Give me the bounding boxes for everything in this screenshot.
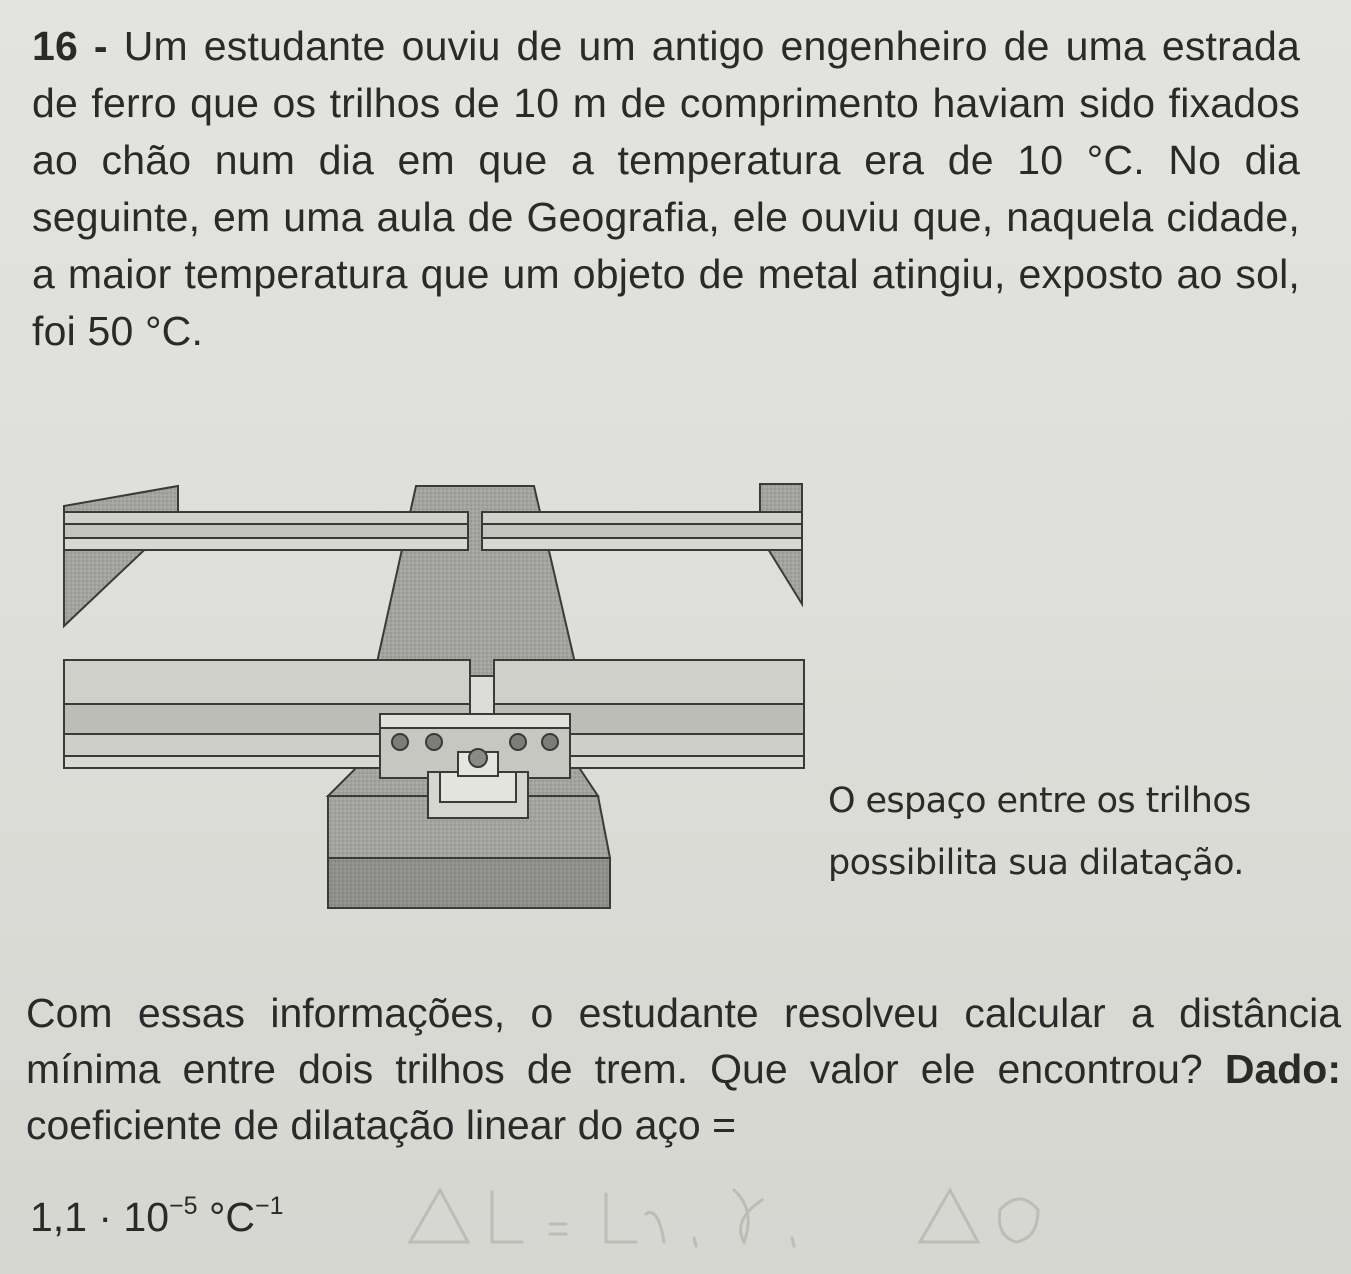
- coef-unit-exponent: −1: [254, 1192, 284, 1220]
- problem-text: Com essas informações, o estudante resolveu calcular a distância mínima entre dois trilhos de trem. Que valor ele encontrou?: [26, 990, 1341, 1092]
- bolt: [469, 749, 487, 767]
- figure-caption: [828, 770, 1308, 894]
- coef-unit: °C: [197, 1194, 255, 1240]
- given-text: coeficiente de dilatação linear do aço =: [26, 1102, 737, 1148]
- question-paragraph: [32, 18, 1300, 360]
- rail-joint-illustration: [58, 476, 818, 916]
- bolt: [426, 734, 442, 750]
- bolt: [392, 734, 408, 750]
- bolt: [542, 734, 558, 750]
- coefficient-value: [30, 1178, 283, 1245]
- problem-paragraph: [26, 985, 1341, 1153]
- caption-line-2: possibilita sua dilatação.: [828, 843, 1244, 883]
- question-number: 16 -: [32, 23, 108, 69]
- far-sleeper-left: [64, 486, 178, 626]
- caption-line-1: O espaço entre os trilhos: [828, 781, 1251, 821]
- given-label: Dado:: [1224, 1046, 1341, 1092]
- bolt: [510, 734, 526, 750]
- far-rail-left: [64, 512, 468, 550]
- coef-exponent: −5: [169, 1192, 198, 1220]
- coef-mantissa: 1,1 · 10: [30, 1194, 170, 1240]
- far-rail-right: [482, 512, 802, 550]
- question-text: Um estudante ouviu de um antigo engenheiro de uma estrada de ferro que os trilhos de 10 m de comprimento haviam sido fixados ao chão num dia em que a temperatura era de 10 °C. No dia seguinte, em uma aula de Geografia, ele ouviu que, naquela cidade, a maior temperatura que um objeto de metal atingiu, exposto ao sol, foi 50 °C.: [32, 23, 1301, 354]
- pencil-marks: [400, 1150, 1060, 1260]
